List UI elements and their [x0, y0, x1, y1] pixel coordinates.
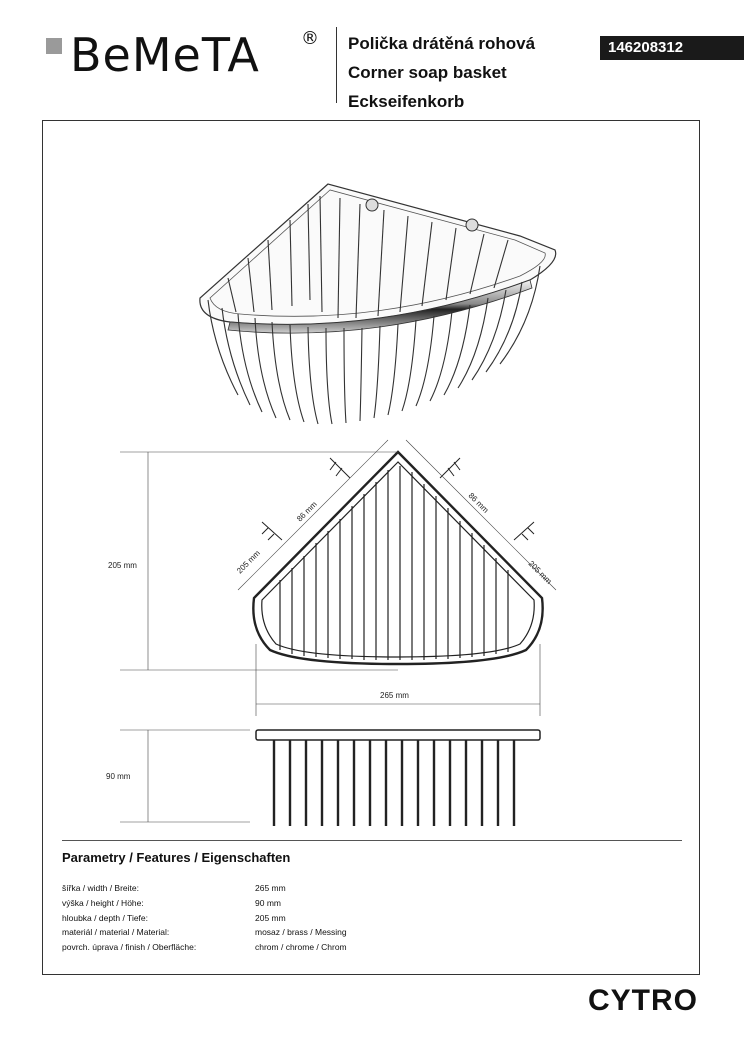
feature-row — [62, 881, 462, 896]
feature-value: 205 mm — [255, 912, 286, 923]
feature-value: 265 mm — [255, 883, 286, 893]
features-table — [62, 881, 462, 955]
dim-mount-right: 86 mm — [466, 491, 491, 515]
title-de: Eckseifenkorb — [348, 92, 465, 111]
dim-depth-left: 205 mm — [235, 548, 262, 576]
feature-label: šířka / width / Breite: — [62, 883, 139, 893]
feature-value: 90 mm — [255, 897, 281, 908]
feature-value: mosaz / brass / Messing — [255, 927, 347, 938]
feature-row — [62, 940, 462, 955]
features-heading: Parametry / Features / Eigenschaften — [62, 850, 291, 865]
features-separator — [62, 840, 682, 841]
dim-depth-right: 205 mm — [526, 559, 554, 586]
feature-label: materiál / material / Material: — [62, 927, 170, 938]
side-view — [120, 730, 540, 826]
registered-mark: ® — [301, 28, 319, 49]
brand-name: BeMeTA — [70, 28, 260, 82]
dim-mount-left: 86 mm — [295, 499, 319, 524]
dim-depth-vertical: 205 mm — [108, 561, 137, 570]
series-name: CYTRO — [588, 984, 698, 1017]
feature-value: chrom / chrome / Chrom — [255, 942, 347, 953]
dim-height: 90 mm — [106, 772, 131, 781]
product-code: 146208312 — [600, 36, 744, 60]
basket-photo — [200, 184, 556, 424]
title-cz: Polička drátěná rohová — [348, 34, 536, 53]
dim-width: 265 mm — [380, 691, 409, 700]
feature-row — [62, 925, 462, 940]
feature-row — [62, 896, 462, 911]
feature-label: povrch. úprava / finish / Oberfläche: — [62, 942, 197, 953]
feature-row — [62, 911, 462, 926]
top-view — [120, 440, 556, 716]
title-en: Corner soap basket — [348, 63, 507, 82]
feature-label: výška / height / Höhe: — [62, 897, 144, 908]
feature-label: hloubka / depth / Tiefe: — [62, 912, 149, 923]
